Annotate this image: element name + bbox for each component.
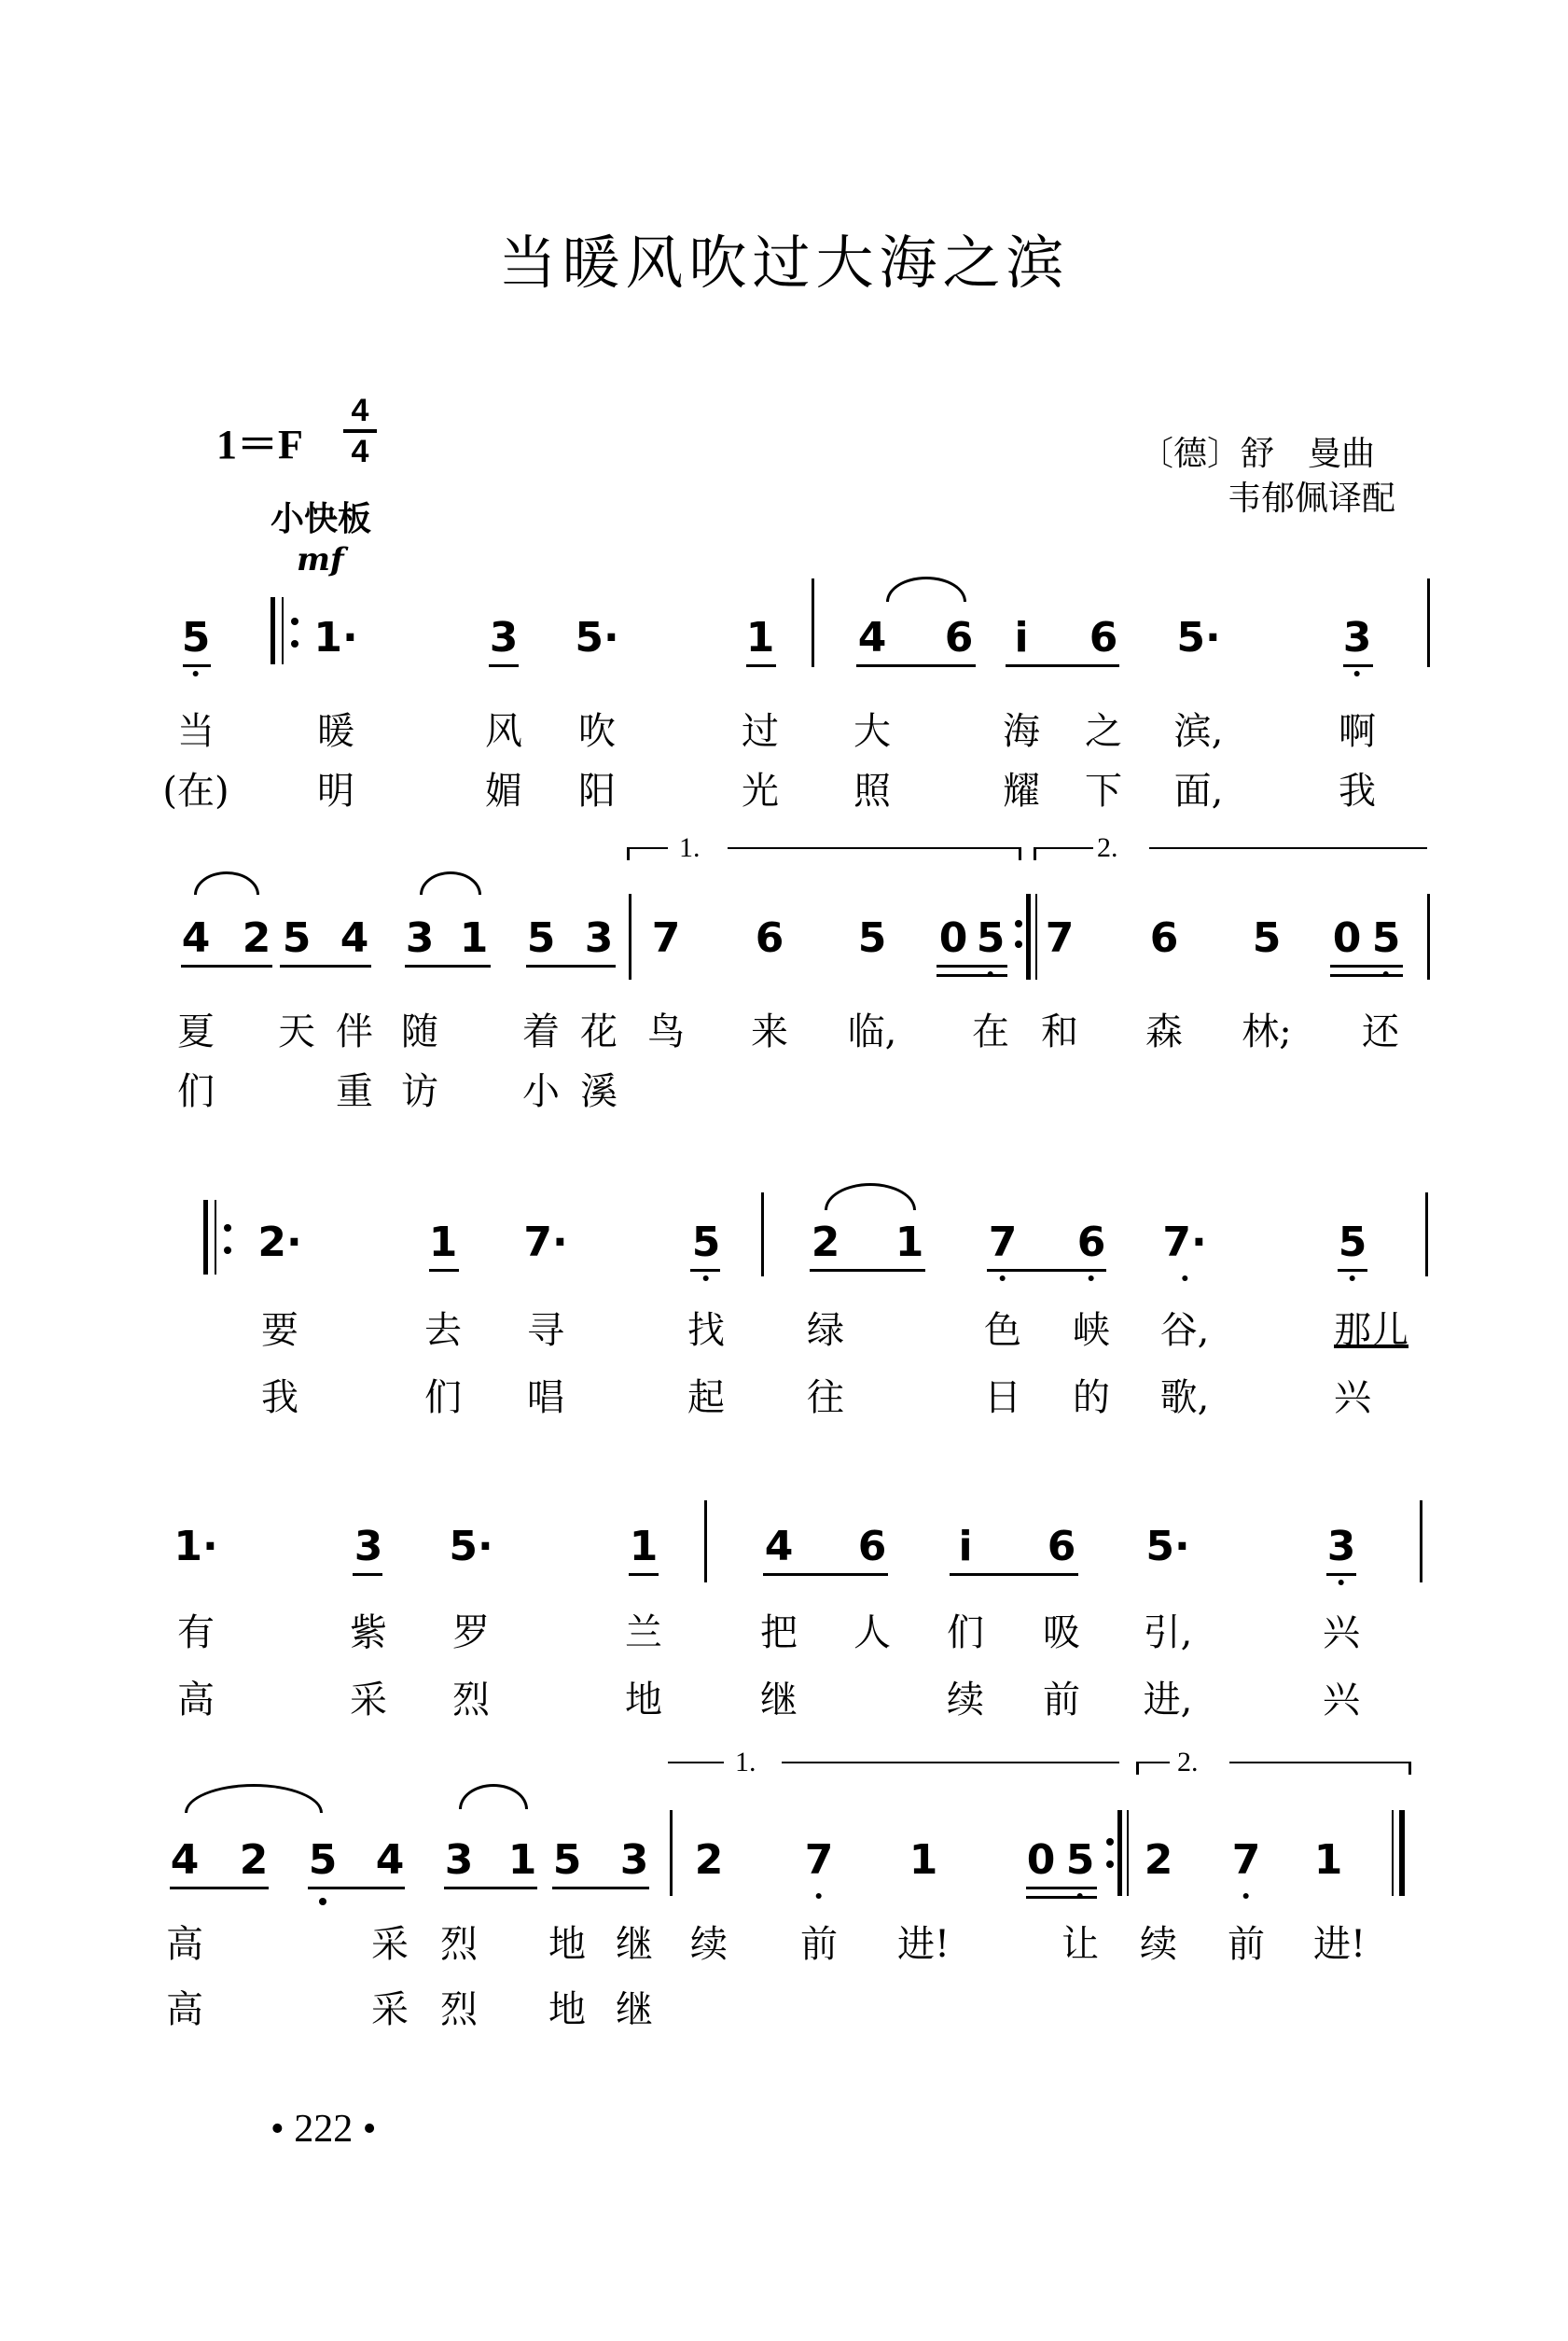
note: 6 [1089, 614, 1118, 662]
note: 2 [242, 914, 271, 962]
note: 1 [507, 1836, 537, 1884]
lyric: 之 [1085, 710, 1122, 753]
note: 5 [1252, 914, 1282, 962]
note: 7 [1045, 914, 1075, 962]
lyric: 风 [485, 710, 522, 753]
lyric: 采 [371, 1988, 409, 2031]
note: 0 [1332, 914, 1362, 962]
lyric: 有 [177, 1611, 215, 1654]
lyric: 随 [401, 1010, 438, 1053]
lyric: 继 [616, 1923, 653, 1966]
lyric: 着 [522, 1010, 560, 1053]
lyric: 起 [687, 1376, 725, 1419]
lyric: 烈 [452, 1679, 490, 1721]
note: 1 [428, 1219, 458, 1266]
lyric: 小 [522, 1070, 560, 1113]
lyric: 高 [166, 1988, 203, 2031]
lyric: 和 [1041, 1010, 1078, 1053]
note: 0 [1026, 1836, 1056, 1884]
volta-2-line [1149, 847, 1427, 849]
lyric: 继 [616, 1988, 653, 2031]
translator-credit: 韦郁佩译配 [1228, 480, 1396, 518]
lyric: 唱 [527, 1376, 564, 1419]
underline-beam [280, 965, 371, 968]
lyric: 继 [760, 1679, 798, 1721]
song-title: 当暖风吹过大海之滨 [498, 229, 1070, 297]
lyric: 烈 [440, 1988, 478, 2031]
repeat-thin-bar [215, 1200, 216, 1275]
note: 3 [584, 914, 614, 962]
note: 3 [619, 1836, 649, 1884]
note: 3 [489, 614, 519, 662]
lyric: 采 [350, 1679, 387, 1721]
underline-beam [429, 1269, 459, 1272]
lyric: 下 [1085, 770, 1122, 813]
lyric: 绿 [807, 1309, 844, 1352]
barline [670, 1810, 673, 1896]
underline-beam [444, 1887, 537, 1889]
repeat-dot [1015, 920, 1022, 927]
lyric: 进! [1312, 1923, 1367, 1966]
lyric: 续 [690, 1923, 728, 1966]
note: 1 [909, 1836, 938, 1884]
repeat-end-bar [1117, 1810, 1122, 1896]
underline-beam [489, 664, 519, 667]
lyric: 海 [1003, 710, 1040, 753]
repeat-dot [291, 640, 298, 648]
lyric: 来 [751, 1010, 788, 1053]
note: 3 [405, 914, 435, 962]
volta-2-label: 2. [1097, 832, 1118, 863]
lyric: 前 [1043, 1679, 1080, 1721]
underline-beam [629, 1573, 659, 1576]
lyric: 兴 [1334, 1376, 1371, 1419]
note: 4 [340, 914, 369, 962]
key-signature: 1＝F [216, 422, 303, 467]
note: 5 [526, 914, 556, 962]
underline-beam [183, 664, 211, 667]
barline [1425, 1192, 1428, 1276]
lyric: 地 [625, 1679, 662, 1721]
final-thin-bar [1392, 1810, 1394, 1896]
barline [1420, 1500, 1422, 1582]
barline [761, 1192, 764, 1276]
note: 2 [811, 1219, 840, 1266]
volta-2-hook [1034, 847, 1036, 860]
lyric: 高 [166, 1923, 203, 1966]
note: 5· [1176, 614, 1221, 662]
note: 7· [523, 1219, 568, 1266]
underline-beam [746, 664, 776, 667]
note: 7· [1162, 1219, 1207, 1266]
underline-beam [763, 1573, 888, 1576]
underline-beam [937, 974, 1007, 977]
note: 7 [988, 1219, 1018, 1266]
lyric: 色 [984, 1309, 1021, 1352]
final-thick-bar [1399, 1810, 1405, 1896]
volta-1-line [782, 1762, 1119, 1763]
lyric: 往 [807, 1376, 844, 1419]
lyric: 续 [947, 1679, 984, 1721]
lyric: 耀 [1003, 770, 1040, 813]
tempo-marking: 小快板 [271, 499, 372, 538]
slur [886, 577, 966, 602]
lyric: 日 [984, 1376, 1021, 1419]
underline-beam [1026, 1887, 1097, 1889]
lyric: 吹 [578, 710, 616, 753]
volta-1-label: 1. [735, 1747, 756, 1777]
repeat-end-bar [1035, 894, 1037, 980]
lyric: 让 [1062, 1923, 1099, 1966]
lyric: 我 [1339, 770, 1376, 813]
lyric: 去 [424, 1309, 462, 1352]
underline-beam [690, 1269, 720, 1272]
barline [1427, 894, 1430, 980]
lyric: 面, [1173, 770, 1224, 813]
note: 7 [804, 1836, 834, 1884]
note: 6 [1149, 914, 1179, 962]
volta-1-line [728, 847, 1019, 849]
composer-credit: 〔德〕舒 曼曲 [1140, 435, 1376, 473]
note: 5· [575, 614, 619, 662]
note: 6 [1076, 1219, 1106, 1266]
lyric: 滨, [1173, 710, 1224, 753]
dynamic-marking: mf [297, 541, 344, 578]
lyric: 临, [847, 1010, 897, 1053]
lyric: 天 [278, 1010, 315, 1053]
note: 5 [282, 914, 312, 962]
lyric: 高 [177, 1679, 215, 1721]
note: i [1014, 614, 1029, 662]
volta-2-end [1408, 1762, 1411, 1775]
lyric: 进, [1143, 1679, 1193, 1721]
slur [194, 871, 259, 895]
underline-beam [1026, 1896, 1097, 1899]
underline-beam [405, 965, 491, 968]
lyric: 啊 [1339, 710, 1376, 753]
slur [459, 1784, 528, 1809]
note: 5 [308, 1836, 338, 1884]
lyric: 大 [853, 710, 891, 753]
lyric: 暖 [317, 710, 354, 753]
note: 3 [354, 1523, 383, 1570]
underline-beam [1343, 664, 1373, 667]
barline [704, 1500, 707, 1582]
underline-beam [1006, 664, 1119, 667]
barline [1427, 578, 1430, 667]
lyric: 明 [317, 770, 354, 813]
barline [629, 894, 631, 980]
underline-beam [353, 1573, 382, 1576]
note: 1 [1313, 1836, 1343, 1884]
lyric: 还 [1362, 1010, 1399, 1053]
underline-beam [810, 1269, 925, 1272]
note: 7 [651, 914, 681, 962]
lyric: 引, [1143, 1611, 1193, 1654]
note: 5· [449, 1523, 493, 1570]
note: 5 [691, 1219, 721, 1266]
note: 5 [1371, 914, 1401, 962]
note: 4 [181, 914, 211, 962]
volta-1-end [1019, 847, 1021, 860]
note: 6 [755, 914, 784, 962]
note: 5 [857, 914, 887, 962]
note: 3 [1326, 1523, 1356, 1570]
lyric: 找 [687, 1309, 725, 1352]
note: 6 [857, 1523, 887, 1570]
lyric: 林; [1242, 1010, 1292, 1053]
repeat-dot [1015, 941, 1022, 948]
underline-beam [1338, 1269, 1367, 1272]
underline-beam [170, 1887, 269, 1889]
lyric: 要 [261, 1309, 298, 1352]
note: 1 [629, 1523, 659, 1570]
note: i [958, 1523, 973, 1570]
lyric: 歌, [1159, 1376, 1210, 1419]
lyric: 烈 [440, 1923, 478, 1966]
lyric: 前 [800, 1923, 838, 1966]
note: 1· [313, 614, 358, 662]
lyric: 光 [742, 770, 779, 813]
underline-beam [987, 1269, 1106, 1272]
lyric: 重 [336, 1070, 373, 1113]
note: 5 [976, 914, 1006, 962]
page-number: • 222 • [271, 2108, 377, 2151]
lyric: 峡 [1073, 1309, 1110, 1352]
note: 6 [944, 614, 974, 662]
lower-octave-dot [319, 1898, 326, 1905]
note: 1· [173, 1523, 218, 1570]
lyric: 溪 [580, 1070, 617, 1113]
underline-beam [1330, 974, 1403, 977]
lyric: 过 [742, 710, 779, 753]
volta-1-line [668, 1762, 724, 1763]
repeat-dot [1106, 1860, 1114, 1868]
note: 2· [257, 1219, 302, 1266]
lyric: 那儿 [1334, 1309, 1408, 1352]
underline-beam [1326, 1573, 1356, 1576]
slur [420, 871, 481, 895]
repeat-end-bar [1026, 894, 1031, 980]
lyric: 夏 [177, 1010, 215, 1053]
repeat-thin-bar [282, 597, 284, 664]
underline-beam [1330, 965, 1403, 968]
lyric: 进! [896, 1923, 951, 1966]
repeat-end-bar [1127, 1810, 1129, 1896]
volta-2-line [1136, 1762, 1170, 1763]
volta-1-label: 1. [679, 832, 701, 863]
lyric: 媚 [485, 770, 522, 813]
lyric: 兴 [1323, 1679, 1360, 1721]
note: 0 [938, 914, 968, 962]
lyric: 采 [371, 1923, 409, 1966]
lyric: 吸 [1043, 1611, 1080, 1654]
note: 6 [1047, 1523, 1076, 1570]
note: 3 [1342, 614, 1372, 662]
lyric: 地 [548, 1988, 586, 2031]
time-signature [343, 392, 377, 470]
lyric: (在) [162, 770, 229, 813]
lyric: 伴 [336, 1010, 373, 1053]
underline-beam [950, 1573, 1078, 1576]
note: 7 [1231, 1836, 1261, 1884]
note: 5· [1145, 1523, 1190, 1570]
note: 4 [375, 1836, 405, 1884]
note: 5 [1338, 1219, 1367, 1266]
lyric: 的 [1073, 1376, 1110, 1419]
note: 1 [459, 914, 489, 962]
lyric: 罗 [452, 1611, 490, 1654]
note: 4 [170, 1836, 200, 1884]
repeat-dot [224, 1224, 231, 1232]
volta-1-hook [627, 847, 630, 860]
volta-1-line [627, 847, 668, 849]
note: 5 [1065, 1836, 1095, 1884]
lyric: 访 [401, 1070, 438, 1113]
lyric: 森 [1145, 1010, 1183, 1053]
lyric: 兰 [625, 1611, 662, 1654]
time-signature-bottom: 4 [351, 434, 369, 469]
underline-beam [552, 1887, 649, 1889]
lyric: 人 [853, 1611, 891, 1654]
note: 3 [444, 1836, 474, 1884]
lyric: 当 [177, 710, 215, 753]
note: 2 [239, 1836, 269, 1884]
note: 4 [764, 1523, 794, 1570]
note: 5 [552, 1836, 582, 1884]
volta-2-line [1034, 847, 1093, 849]
underline-beam [181, 965, 272, 968]
lyric: 们 [947, 1611, 984, 1654]
repeat-thick-bar [271, 597, 275, 664]
repeat-dot [291, 618, 298, 625]
lyric: 兴 [1323, 1611, 1360, 1654]
lyric: 我 [261, 1376, 298, 1419]
note: 5 [181, 614, 211, 662]
lyric: 们 [177, 1070, 215, 1113]
time-signature-top: 4 [351, 393, 369, 428]
note: 2 [694, 1836, 724, 1884]
slur [825, 1183, 916, 1210]
lyric: 地 [548, 1923, 586, 1966]
underline-beam [937, 965, 1007, 968]
volta-2-line [1229, 1762, 1410, 1763]
underline-beam [856, 664, 976, 667]
lyric: 寻 [527, 1309, 564, 1352]
barline [812, 578, 814, 667]
repeat-dot [1106, 1838, 1114, 1846]
note: 1 [895, 1219, 924, 1266]
lyric: 续 [1140, 1923, 1177, 1966]
repeat-thick-bar [203, 1200, 208, 1275]
note: 2 [1144, 1836, 1173, 1884]
volta-2-label: 2. [1177, 1747, 1199, 1777]
underline-beam [308, 1887, 405, 1889]
underline-beam [526, 965, 616, 968]
lyric: 花 [580, 1010, 617, 1053]
volta-2-hook [1136, 1762, 1139, 1775]
lyric: 把 [760, 1611, 798, 1654]
slur [185, 1784, 323, 1813]
note: 1 [745, 614, 775, 662]
lyric: 紫 [350, 1611, 387, 1654]
lyric: 阳 [578, 770, 616, 813]
lyric: 照 [853, 770, 891, 813]
lyric: 前 [1228, 1923, 1265, 1966]
lyric: 在 [972, 1010, 1009, 1053]
note: 4 [857, 614, 887, 662]
lyric: 鸟 [647, 1010, 685, 1053]
lyric: 谷, [1159, 1309, 1210, 1352]
repeat-dot [224, 1247, 231, 1254]
lyric: 们 [424, 1376, 462, 1419]
